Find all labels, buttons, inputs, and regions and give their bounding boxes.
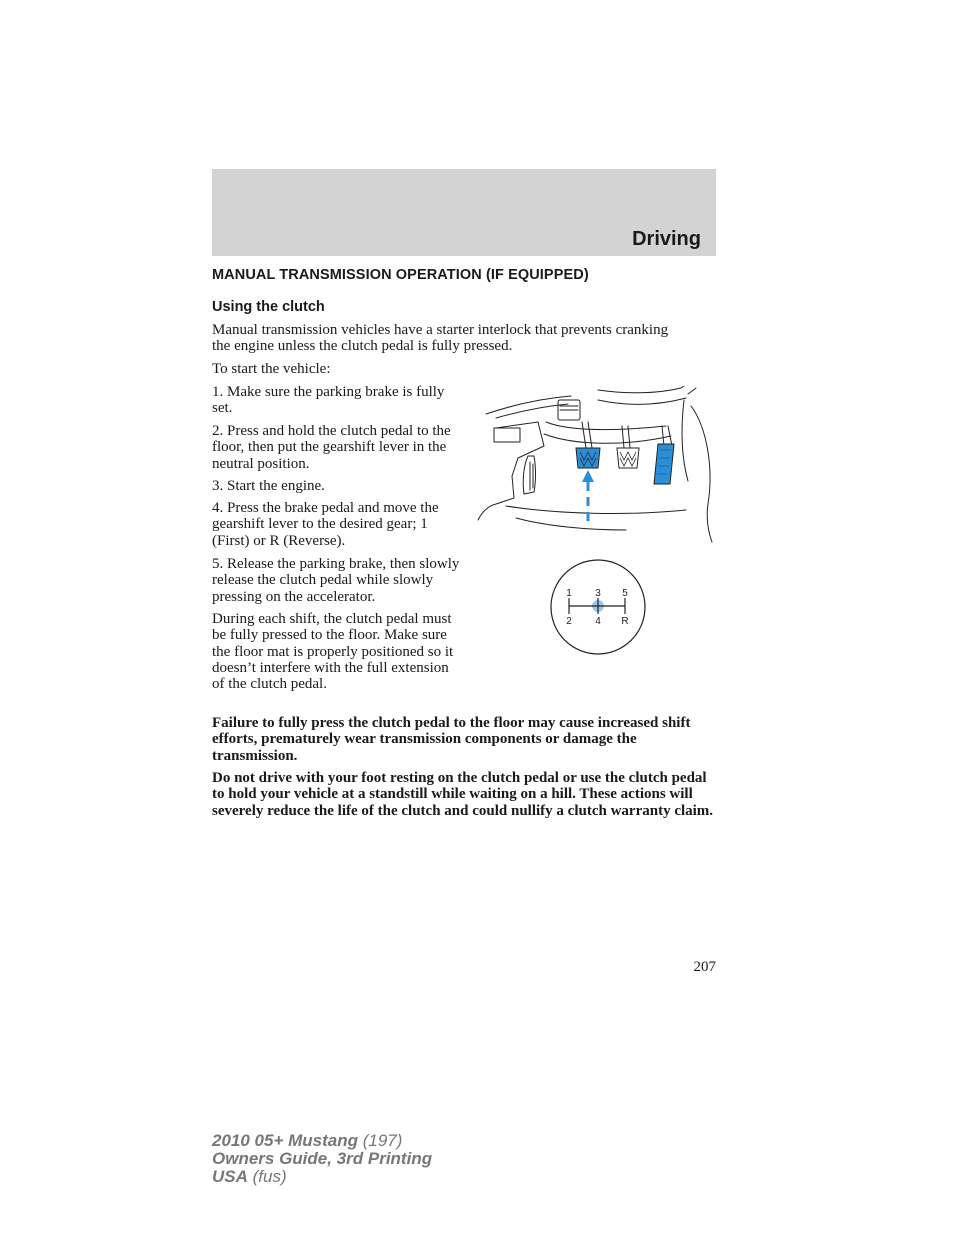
intro-paragraph: Manual transmission vehicles have a starter interlock that prevents cranking the engine unless the clutch pedal is fully pressed. bbox=[212, 322, 669, 355]
clutch-pedal bbox=[576, 448, 600, 468]
page-number: 207 bbox=[693, 959, 716, 975]
pedal-illustration bbox=[476, 386, 716, 546]
sub-heading: Using the clutch bbox=[212, 299, 325, 315]
gear-3-label: 3 bbox=[595, 588, 601, 599]
brake-pedal bbox=[617, 448, 639, 468]
gear-r-label: R bbox=[621, 616, 629, 627]
step-3: 3. Start the engine. bbox=[212, 478, 325, 494]
gear-5-label: 5 bbox=[622, 588, 628, 599]
step-4: 4. Press the brake pedal and move the gearshift lever to the desired gear; 1 (First) or R (Reverse). bbox=[212, 500, 439, 549]
warning-clutch-rest: Do not drive with your foot resting on the clutch pedal or use the clutch pedal to hold your vehicle at a standstill while waiting on a hill. These actions will severely reduce the life of the clutch and could nullify a clutch warranty claim. bbox=[212, 770, 714, 819]
chapter-title: Driving bbox=[632, 228, 701, 250]
start-label: To start the vehicle: bbox=[212, 361, 331, 377]
accelerator-pedal bbox=[654, 444, 674, 484]
gear-4-label: 4 bbox=[595, 616, 601, 627]
warning-clutch-press: Failure to fully press the clutch pedal to the floor may cause increased shift efforts, prematurely wear transmission components or damage the transmission. bbox=[212, 715, 691, 764]
section-heading: MANUAL TRANSMISSION OPERATION (IF EQUIPPED) bbox=[212, 267, 589, 283]
chapter-header-band bbox=[212, 169, 716, 256]
shift-note: During each shift, the clutch pedal must be fully pressed to the floor. Make sure the floor mat is properly positioned so it doesn’t interfere with the full extension of the clutch pedal. bbox=[212, 611, 454, 693]
step-5: 5. Release the parking brake, then slowly release the clutch pedal while slowly pressing on the accelerator. bbox=[212, 556, 460, 605]
footer-line-3: USA (fus) bbox=[212, 1167, 287, 1186]
step-1: 1. Make sure the parking brake is fully set. bbox=[212, 384, 445, 417]
shift-pattern-diagram bbox=[549, 558, 647, 656]
step-2: 2. Press and hold the clutch pedal to the floor, then put the gearshift lever in the neutral position. bbox=[212, 423, 451, 472]
clutch-arrow bbox=[582, 470, 594, 526]
gear-1-label: 1 bbox=[566, 588, 572, 599]
footer-line-2: Owners Guide, 3rd Printing bbox=[212, 1149, 433, 1168]
footer-line-1: 2010 05+ Mustang (197) bbox=[212, 1131, 403, 1150]
gear-2-label: 2 bbox=[566, 616, 572, 627]
document-footer bbox=[212, 1132, 432, 1186]
